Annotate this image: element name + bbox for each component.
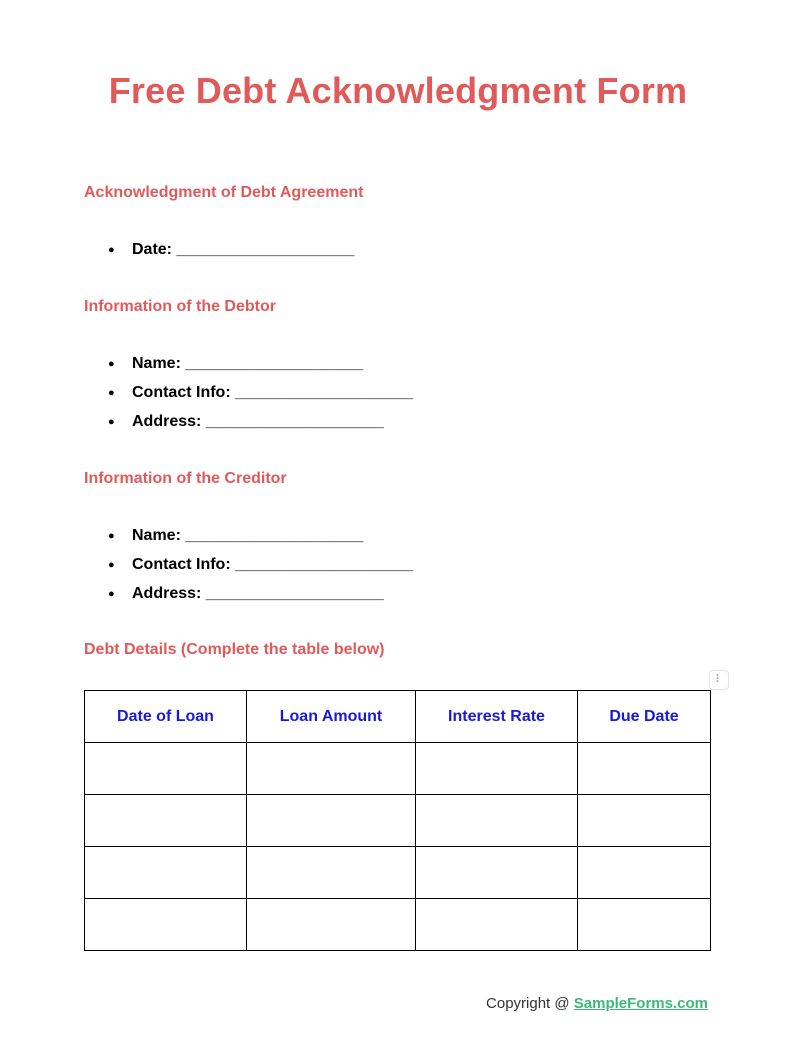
table-cell[interactable]: [85, 795, 247, 847]
field-date[interactable]: ● Date: ____________________: [108, 240, 354, 269]
table-cell[interactable]: [416, 899, 578, 951]
table-row: [85, 795, 711, 847]
copyright-text: Copyright @: [486, 995, 574, 1012]
sampleforms-link[interactable]: SampleForms.com: [573, 995, 708, 1012]
table-cell[interactable]: [416, 795, 578, 847]
section-heading-details: Debt Details (Complete the table below): [84, 641, 385, 658]
table-cell[interactable]: [85, 899, 247, 951]
section-heading-agreement: Acknowledgment of Debt Agreement: [84, 184, 364, 201]
drag-handle-icon[interactable]: ⠇: [709, 670, 729, 690]
debtor-list: [108, 354, 413, 441]
header-loan-amount: Loan Amount: [247, 691, 416, 743]
header-interest-rate: Interest Rate: [416, 691, 578, 743]
table-row: [85, 847, 711, 899]
table-cell[interactable]: [578, 899, 711, 951]
debtor-contact-field[interactable]: ● Contact Info: ____________________: [108, 383, 413, 412]
section-heading-debtor: Information of the Debtor: [84, 298, 276, 315]
table-cell[interactable]: [578, 743, 711, 795]
table-cell[interactable]: [247, 743, 416, 795]
table-row: [85, 899, 711, 951]
table-cell[interactable]: [85, 743, 247, 795]
table-cell[interactable]: [578, 847, 711, 899]
debt-details-table: [84, 690, 711, 951]
creditor-address-field[interactable]: ● Address: ____________________: [108, 584, 413, 613]
table-cell[interactable]: [247, 899, 416, 951]
debtor-name-field[interactable]: ● Name: ____________________: [108, 354, 413, 383]
table-cell[interactable]: [416, 847, 578, 899]
table-row: [85, 743, 711, 795]
debtor-address-field[interactable]: ● Address: ____________________: [108, 412, 413, 441]
creditor-name-field[interactable]: ● Name: ____________________: [108, 526, 413, 555]
header-date-of-loan: Date of Loan: [85, 691, 247, 743]
table-cell[interactable]: [247, 795, 416, 847]
table-header-row: [85, 691, 711, 743]
section-heading-creditor: Information of the Creditor: [84, 470, 287, 487]
copyright-footer: [0, 995, 708, 1012]
table-cell[interactable]: [578, 795, 711, 847]
agreement-list: [108, 240, 354, 269]
creditor-contact-field[interactable]: ● Contact Info: ____________________: [108, 555, 413, 584]
page-title: Free Debt Acknowledgment Form: [108, 70, 688, 111]
creditor-list: [108, 526, 413, 613]
table-cell[interactable]: [85, 847, 247, 899]
header-due-date: Due Date: [578, 691, 711, 743]
table-cell[interactable]: [247, 847, 416, 899]
table-cell[interactable]: [416, 743, 578, 795]
